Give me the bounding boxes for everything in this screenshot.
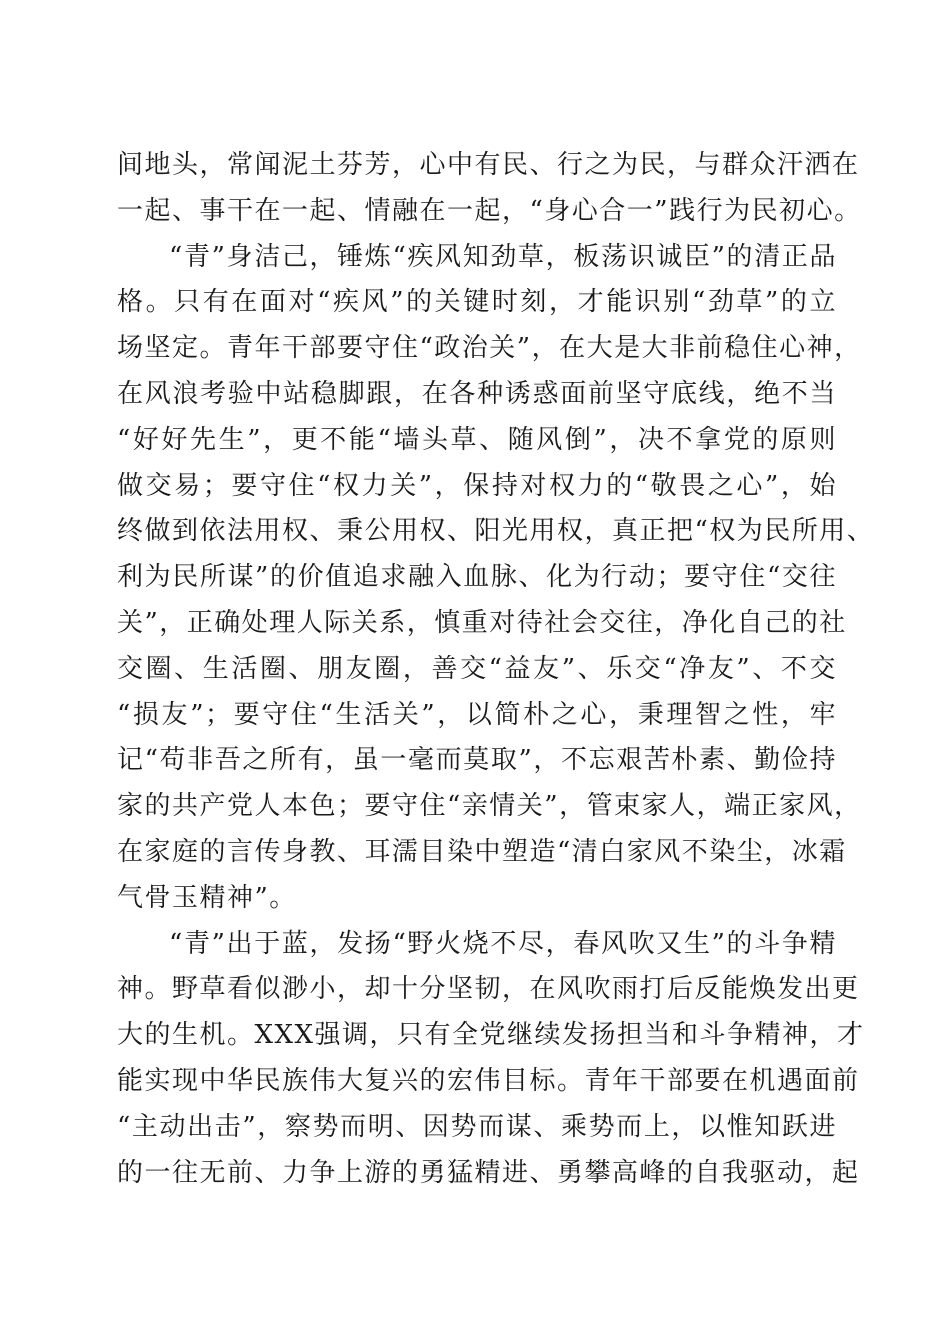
text-line: “好好先生”，更不能“墙头草、随风倒”，决不拿党的原则 xyxy=(117,424,837,455)
text-line: 的一往无前、力争上游的勇猛精进、勇攀高峰的自我驱动，起 xyxy=(117,1157,860,1188)
text-line: 神。野草看似渺小，却十分坚韧，在风吹雨打后反能焕发出更 xyxy=(117,974,860,1005)
text-line: 做交易；要守住“权力关”，保持对权力的“敬畏之心”，始 xyxy=(117,470,837,501)
text-line: 终做到依法用权、秉公用权、阳光用权，真正把“权为民所用、 xyxy=(117,516,875,547)
text-line: 在风浪考验中站稳脚跟，在各种诱惑面前坚守底线，绝不当 xyxy=(117,378,837,409)
document-body xyxy=(117,143,875,1196)
text-line: 在家庭的言传身教、耳濡目染中塑造“清白家风不染尘，冰霜 xyxy=(117,836,847,867)
text-line: 家的共产党人本色；要守住“亲情关”，管束家人，端正家风， xyxy=(117,791,862,822)
text-line: 利为民所谋”的价值追求融入血脉、化为行动；要守住“交往 xyxy=(117,562,837,593)
text-line: “青”出于蓝，发扬“野火烧不尽，春风吹又生”的斗争精 xyxy=(169,928,837,959)
text-line: “青”身洁己，锤炼“疾风知劲草，板荡识诚臣”的清正品 xyxy=(169,241,837,272)
text-line: 交圈、生活圈、朋友圈，善交“益友”、乐交“净友”、不交 xyxy=(117,653,837,684)
text-line: 场坚定。青年干部要守住“政治关”，在大是大非前稳住心神， xyxy=(117,333,862,364)
text-line: 间地头，常闻泥土芬芳，心中有民、行之为民，与群众汗洒在 xyxy=(117,150,860,180)
text-line: 气骨玉精神”。 xyxy=(117,882,297,913)
text-line: 格。只有在面对“疾风”的关键时刻，才能识别“劲草”的立 xyxy=(117,287,837,318)
text-line: 关”，正确处理人际关系，慎重对待社会交往，净化自己的社 xyxy=(117,607,847,638)
text-line: 大的生机。XXX强调，只有全党继续发扬担当和斗争精神，才 xyxy=(117,1020,865,1051)
text-line: “主动出击”，察势而明、因势而谋、乘势而上，以惟知跃进 xyxy=(117,1111,837,1142)
text-line: 能实现中华民族伟大复兴的宏伟目标。青年干部要在机遇面前 xyxy=(117,1065,860,1096)
text-line: 记“苟非吾之所有，虽一毫而莫取”，不忘艰苦朴素、勤俭持 xyxy=(117,745,837,776)
text-line: “损友”；要守住“生活关”，以简朴之心，秉理智之性，牢 xyxy=(117,699,837,730)
text-line: 一起、事干在一起、情融在一起，“身心合一”践行为民初心。 xyxy=(117,195,862,226)
